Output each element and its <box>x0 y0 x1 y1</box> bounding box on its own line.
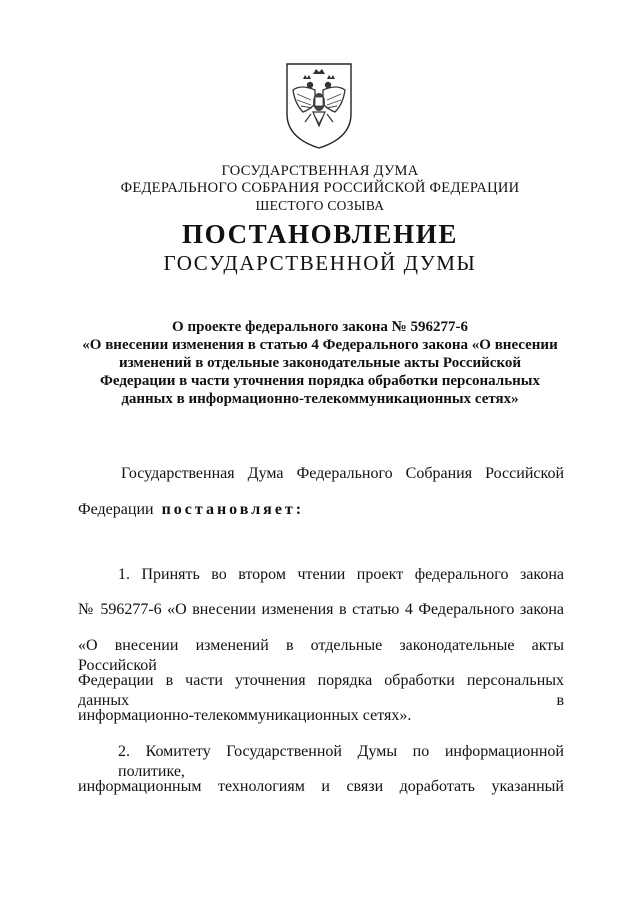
decree-verb: постановляет: <box>161 501 305 518</box>
intro-line-2-text: Федерации <box>78 501 154 518</box>
header-line-3: ШЕСТОГО СОЗЫВА <box>255 198 385 213</box>
intro-line-1: Государственная Дума Федерального Собрания Российской <box>121 465 564 482</box>
header-line-1: ГОСУДАРСТВЕННАЯ ДУМА <box>221 163 419 179</box>
item-2-line-2: информационным технологиям и связи доработать указанный <box>78 778 564 795</box>
law-title-line: «О внесении изменения в статью 4 Федерального закона «О внесении <box>82 337 558 353</box>
document-subtitle: ГОСУДАРСТВЕННОЙ ДУМЫ <box>163 251 477 275</box>
intro-line-2 <box>78 500 304 520</box>
coat-of-arms-icon <box>283 60 355 152</box>
item-2-line-1: 2. Комитету Государственной Думы по информационной политике, <box>118 743 564 780</box>
item-1-line-1: 1. Принять во втором чтении проект федерального закона <box>118 566 564 583</box>
law-title-line: Федерации в части уточнения порядка обработки персональных <box>99 373 540 389</box>
item-1-line-2: № 596277-6 «О внесении изменения в статью 4 Федерального закона <box>78 601 564 618</box>
item-1-line-3: «О внесении изменений в отдельные законодательные акты Российской <box>78 637 564 674</box>
law-title <box>60 318 580 408</box>
law-title-line: О проекте федерального закона № 596277-6 <box>172 319 468 335</box>
document-title: ПОСТАНОВЛЕНИЕ <box>182 219 458 249</box>
item-1-line-4: Федерации в части уточнения порядка обработки персональных данных в <box>78 672 564 709</box>
law-title-line: данных в информационно-телекоммуникационных сетях» <box>121 391 519 407</box>
header-line-2: ФЕДЕРАЛЬНОГО СОБРАНИЯ РОССИЙСКОЙ ФЕДЕРАЦИИ <box>120 180 520 196</box>
law-title-line: изменений в отдельные законодательные акты Российской <box>118 355 522 371</box>
item-1-line-5: информационно-телекоммуникационных сетях». <box>78 707 412 724</box>
